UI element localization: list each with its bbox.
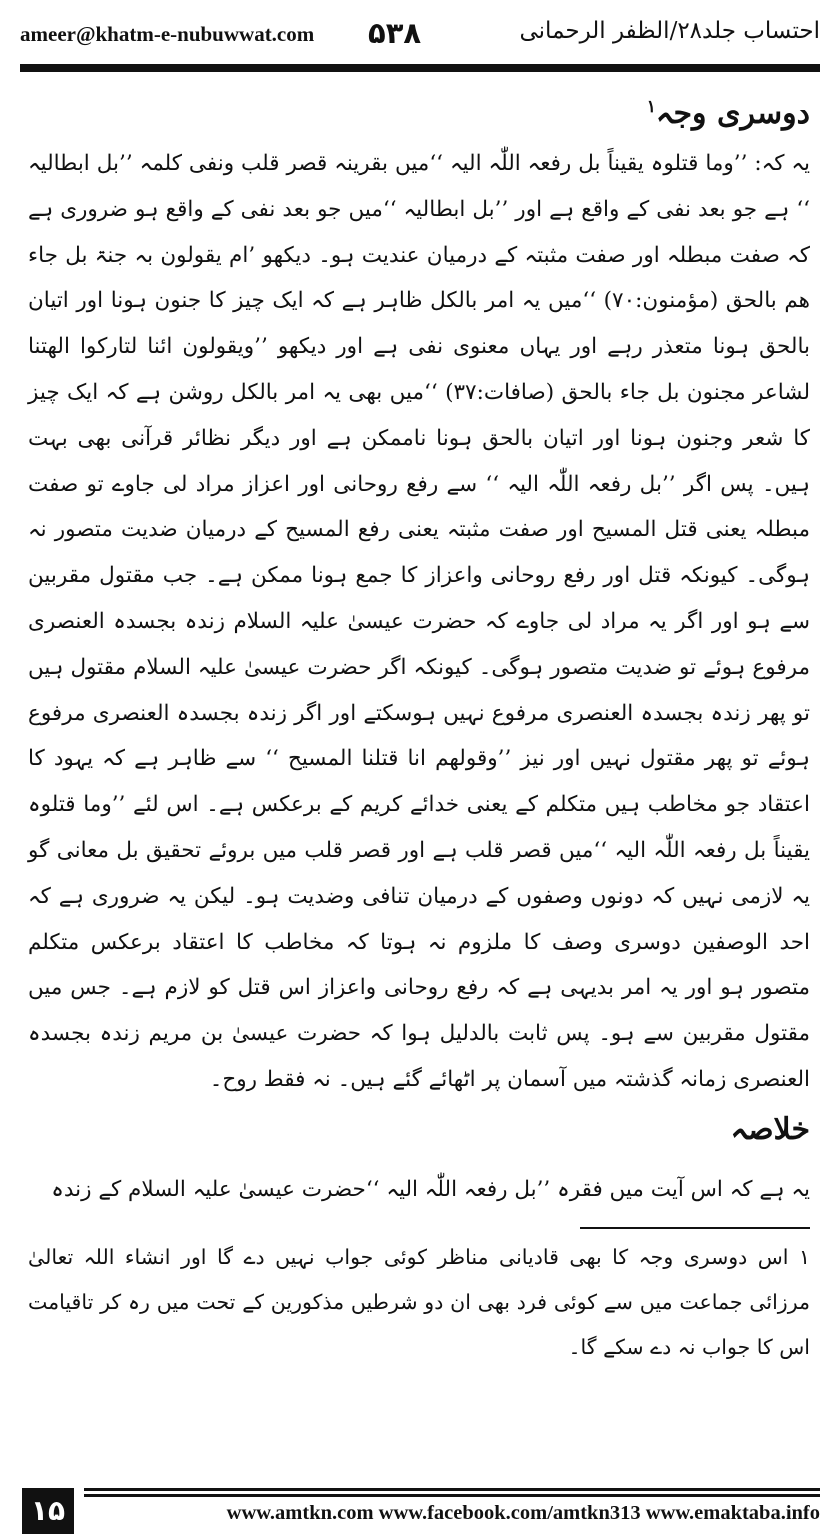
section-heading-text: دوسری وجہ: [655, 96, 810, 131]
header-rule: [20, 64, 820, 72]
body-paragraph: یہ کہ: ’’وما قتلوہ یقیناً بل رفعہ اللّٰہ الیہ ‘‘میں بقرینہ قصر قلب ونفی کلمہ ’’بل ابطالیہ ‘‘ ہے جو بعد نفی کے واقع ہے اور ’’بل ابطالیہ ‘‘میں جو بعد نفی کے واقع ہو ضروری ہے کہ صفت مبطلہ اور صفت مثبتہ کے درمیان عندیت ہو۔ دیکھو ’ام یقولون بہ جنۃ بل جاء ھم بالحق (مؤمنون:۷۰) ‘‘میں یہ امر بالکل ظاہر ہے کہ ایک چیز کا جنون ہونا اور اتیان بالحق ہونا متعذر رہے اور یہاں معنوی نفی ہے اور دیکھو ’’ویقولون ائنا لتارکوا الھتنا لشاعر مجنون بل جاء بالحق (صافات:۳۷) ‘‘میں بھی یہ امر بالکل روشن ہے کہ ایک چیز کا شعر وجنون ہونا اور اتیان بالحق ہونا ناممکن ہے اور دیگر نظائر قرآنی بھی بہت ہیں۔ پس اگر ’’بل رفعہ اللّٰہ الیہ ‘‘ سے رفع روحانی اور اعزاز مراد لی جاوے تو صفت مبطلہ یعنی قتل المسیح اور صفت مثبتہ یعنی رفع المسیح کے درمیان ضدیت متصور نہ ہوگی۔ کیونکہ قتل اور رفع روحانی واعزاز کا جمع ہونا ممکن ہے۔ جب مقتول مقربین سے ہو اور اگر یہ مراد لی جاوے کہ حضرت عیسیٰ علیہ السلام زندہ بجسدہ العنصری مرفوع ہوئے تو ضدیت متصور ہوگی۔ کیونکہ اگر حضرت عیسیٰ علیہ السلام مقتول ہیں تو پھر زندہ بجسدہ العنصری مرفوع نہیں ہوسکتے اور اگر زندہ بجسدہ العنصری مرفوع ہوئے تو پھر مقتول نہیں اور نیز ’’وقولھم انا قتلنا المسیح ‘‘ سے ظاہر ہے کہ یہود کا اعتقاد جو مخاطب ہیں متکلم کے یعنی خدائے کریم کے برعکس ہے۔ اس لئے ’’وما قتلوہ یقیناً بل رفعہ اللّٰہ الیہ ‘‘میں قصر قلب ہے اور قصر قلب میں بروئے تحقیق بل معانی گو یہ لازمی نہیں کہ دونوں وصفوں کے درمیان تنافی وضدیت ہو۔ لیکن یہ ضروری ہے کہ احد الوصفین دوسری وصف کا ملزوم نہ ہوتا کہ مخاطب کا اعتقاد برعکس متکلم متصور ہو اور یہ امر بدیہی ہے کہ رفع روحانی واعزاز اس قتل کو لازم ہے۔ جس میں مقتول مقربین سے ہو۔ پس ثابت بالدلیل ہوا کہ حضرت عیسیٰ بن مریم زندہ بجسدہ العنصری زمانہ گذشتہ میں آسمان پر اٹھائے گئے ہیں۔ نہ فقط روح۔: [28, 151, 810, 1092]
footer-rule-bottom: [84, 1494, 820, 1497]
header-book-title: احتساب جلد۲۸/الظفر الرحمانی: [519, 18, 820, 44]
summary-paragraph: یہ ہے کہ اس آیت میں فقرہ ’’بل رفعہ اللّٰہ الیہ ‘‘حضرت عیسیٰ علیہ السلام کے زندہ: [51, 1176, 810, 1202]
header-page-number: ۵۳۸: [368, 16, 422, 50]
footer-page-number: ۱۵: [22, 1488, 74, 1534]
summary-heading: خلاصہ: [730, 1111, 810, 1147]
section-heading: [28, 80, 810, 141]
footnote-marker: ۱: [646, 97, 656, 117]
header-email: ameer@khatm-e-nubuwwat.com: [20, 22, 315, 46]
page-header: [20, 14, 820, 54]
footer-rule-top: [84, 1488, 820, 1491]
footnote-rule: [580, 1227, 810, 1229]
main-content: [28, 80, 810, 1370]
footnote-text: ۱ اس دوسری وجہ کا بھی قادیانی مناظر کوئی جواب نہیں دے گا اور انشاء اللہ تعالیٰ مرزائی جماعت میں سے کوئی فرد بھی ان دو شرطیں مذکورین کے تحت میں رہ کر تاقیامت اس کا جواب نہ دے سکے گا۔: [28, 1244, 810, 1359]
page-footer: [22, 1488, 820, 1534]
footer-website-links: www.amtkn.com www.facebook.com/amtkn313 www.emaktaba.info: [226, 1502, 820, 1524]
